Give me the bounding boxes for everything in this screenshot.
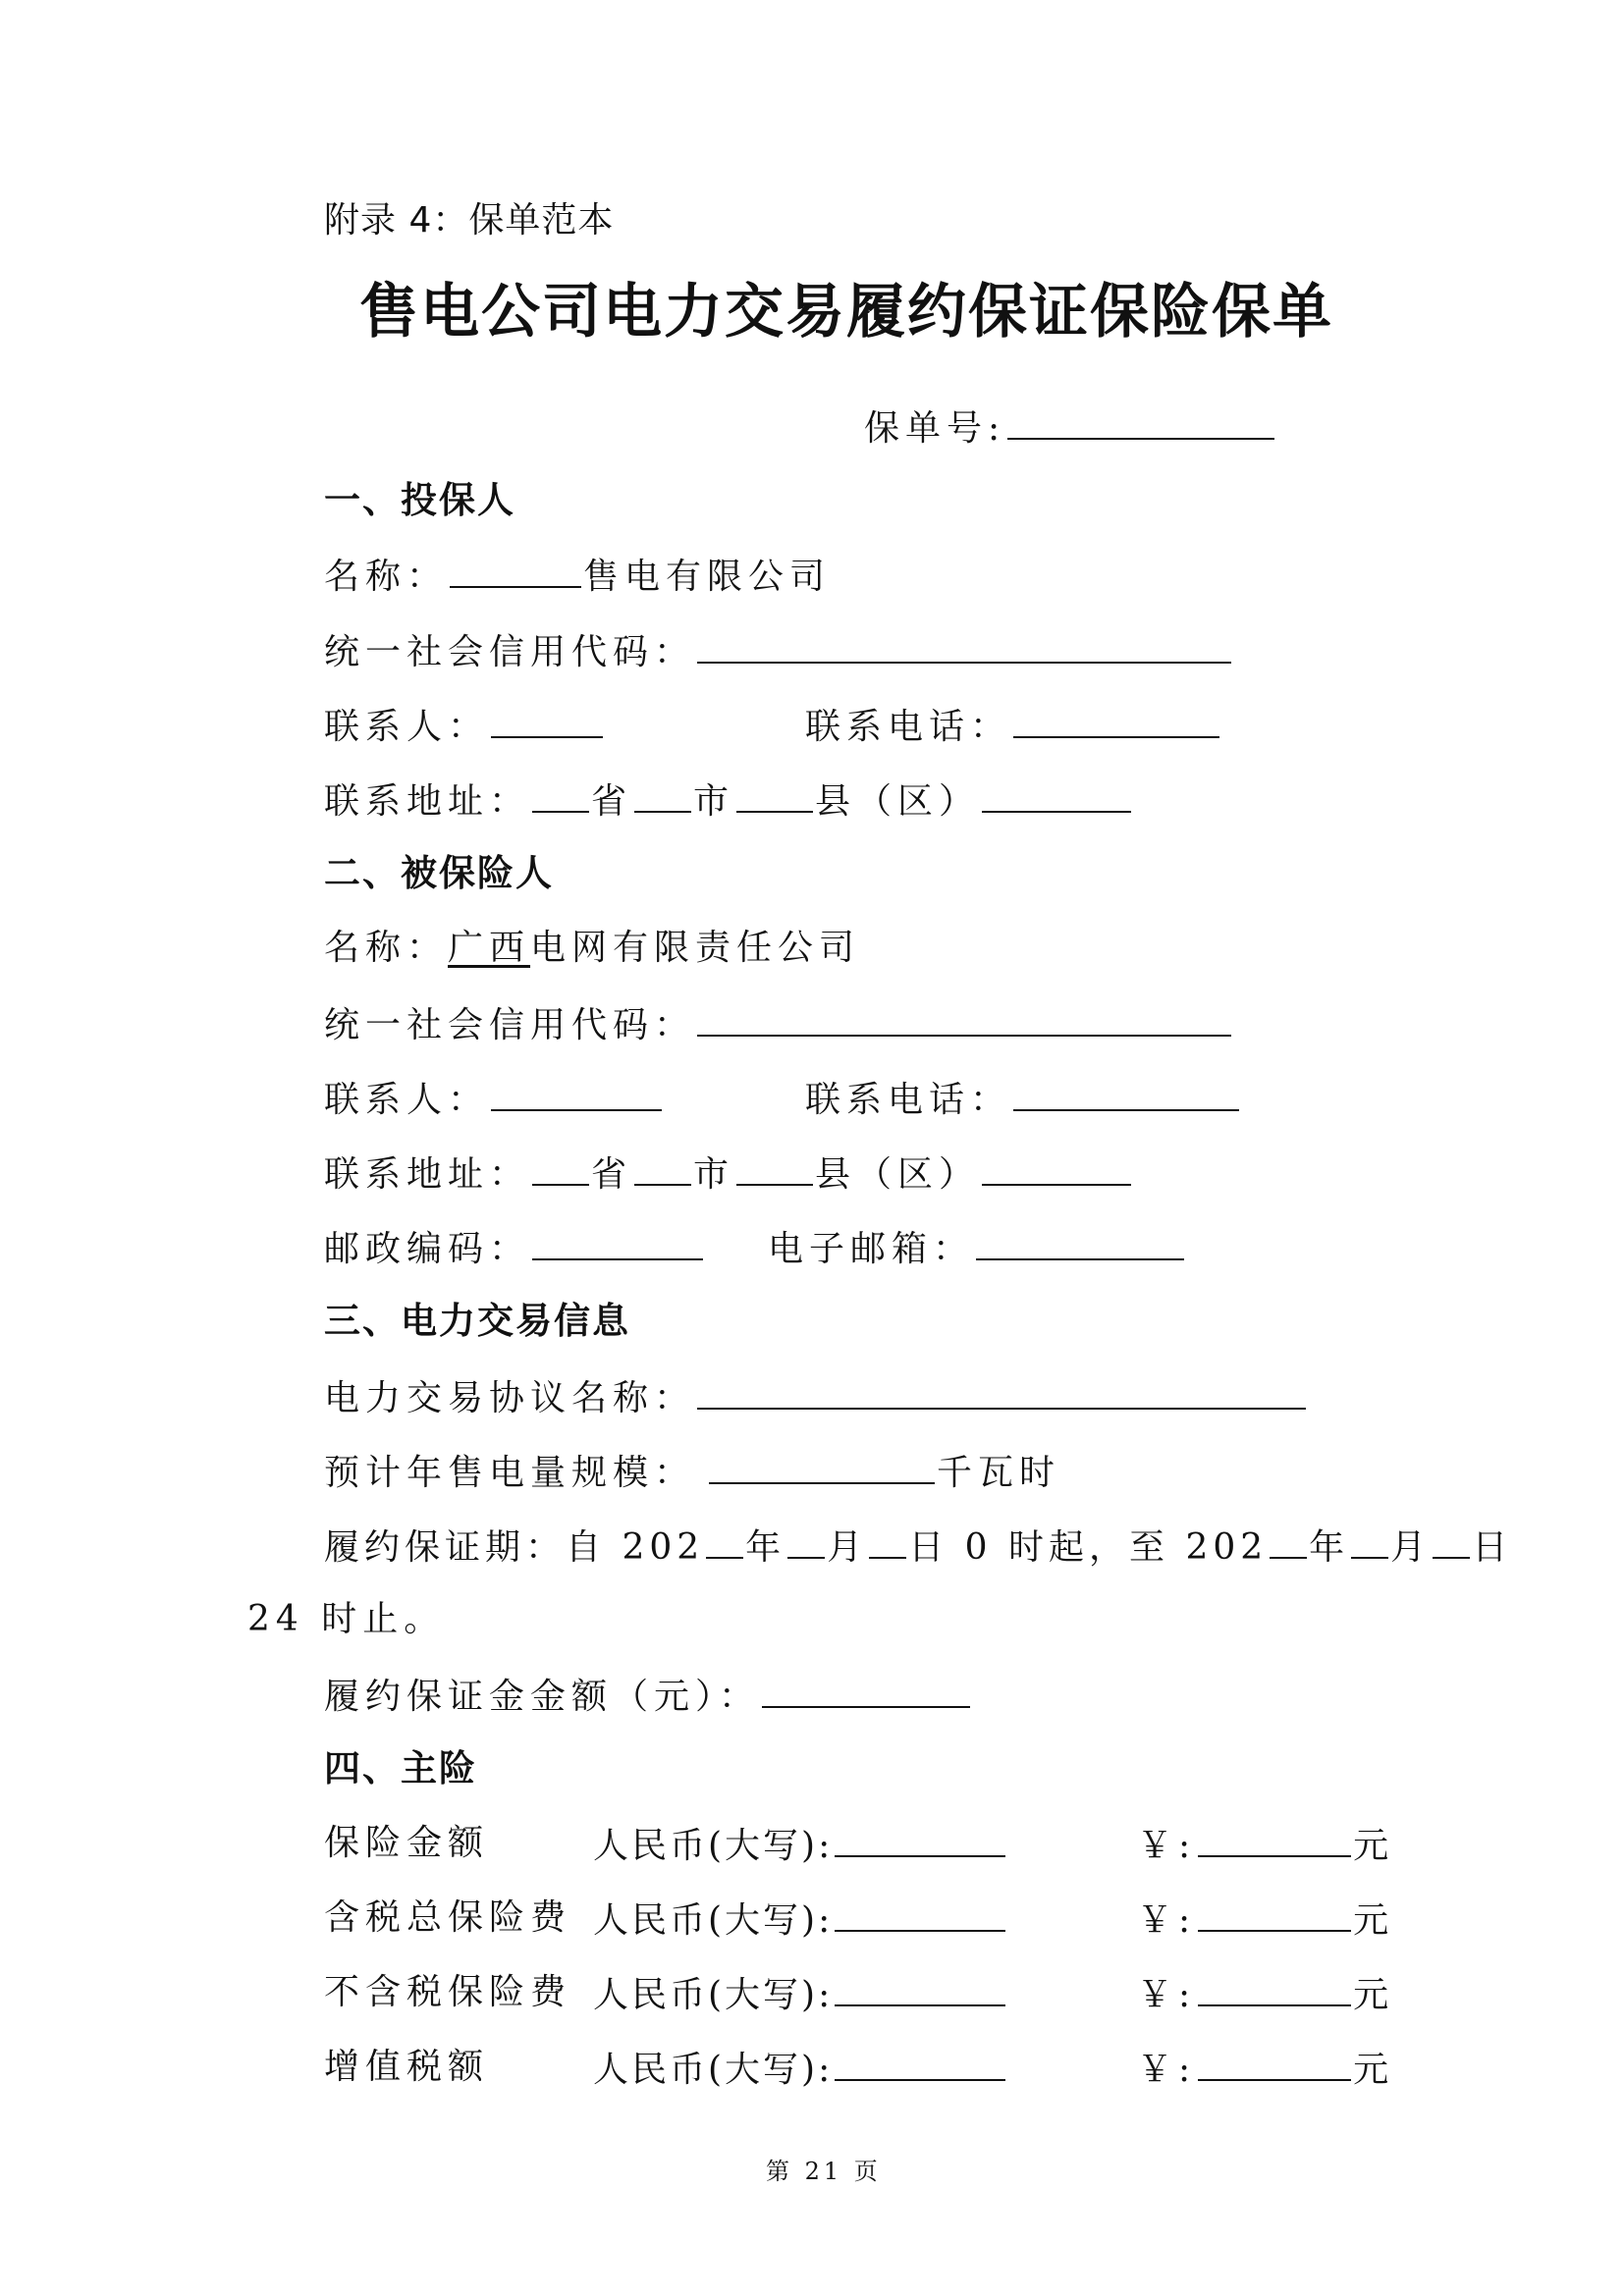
s3-month-label: 月: [827, 1527, 868, 1568]
s4-row-label: 不含税保险费: [324, 1972, 572, 2012]
s4-yen-label: ￥:: [1137, 2050, 1197, 2090]
section-1-heading: 一、投保人: [324, 479, 515, 521]
s2-name-row: [324, 927, 860, 970]
s3-agreement-row: [324, 1374, 1308, 1420]
s1-city-blank: [634, 777, 691, 813]
s1-address-label: 联系地址：: [324, 781, 531, 822]
s4-yen-blank: [1198, 1896, 1351, 1932]
appendix-label: 附录 4：保单范本: [324, 200, 615, 240]
s1-name-row: [324, 553, 831, 599]
s3-agreement-label: 电力交易协议名称：: [324, 1378, 696, 1418]
s4-yen: [1137, 2046, 1394, 2092]
s3-year-label: 年: [745, 1527, 786, 1568]
s2-county-label: 县（区）: [815, 1154, 981, 1195]
s3-period-label: 履约保证期：自 202: [324, 1527, 705, 1568]
s4-yen: [1137, 1822, 1394, 1868]
s2-name-label: 名称：: [324, 928, 449, 968]
s2-phone-label: 联系电话：: [805, 1080, 1012, 1120]
s3-start-month-blank: [787, 1523, 825, 1559]
s1-province-blank: [532, 777, 589, 813]
s2-province-blank: [532, 1150, 589, 1186]
s2-credit-label: 统一社会信用代码：: [324, 1005, 696, 1045]
s4-yen-blank: [1198, 2046, 1351, 2081]
s1-phone-label: 联系电话：: [805, 707, 1012, 747]
s4-rmb: [593, 1896, 1007, 1943]
s1-name-suffix: 售电有限公司: [583, 557, 832, 597]
s4-rmb-label: 人民币(大写):: [593, 1826, 834, 1866]
s3-day-start-label: 日 0 时起，至 202: [908, 1527, 1269, 1568]
s2-phone-row: [805, 1076, 1241, 1122]
s4-row: [324, 1896, 571, 1940]
s4-yuan-label: 元: [1353, 1826, 1395, 1866]
s3-volume-label: 预计年售电量规模：: [324, 1453, 696, 1493]
s4-yuan-label: 元: [1353, 1900, 1395, 1941]
policy-number-blank: [1007, 404, 1274, 440]
document-title: 售电公司电力交易履约保证保险保单: [359, 278, 1333, 347]
s4-rmb-blank: [835, 1971, 1005, 2006]
s2-name-underlined: 广西: [448, 928, 531, 968]
section-2-heading: 二、被保险人: [324, 852, 554, 894]
s3-deposit-row: [324, 1673, 972, 1719]
s4-rmb-blank: [835, 1822, 1005, 1857]
section-3-heading: 三、电力交易信息: [324, 1300, 630, 1342]
s2-postcode-row: [324, 1225, 705, 1271]
s3-period-tail: 24 时止。: [247, 1599, 446, 1639]
s2-credit-blank: [697, 1001, 1231, 1037]
s3-end-day-blank: [1433, 1523, 1470, 1559]
s1-contact-label: 联系人：: [324, 707, 490, 747]
s1-name-label: 名称：: [324, 557, 449, 597]
s1-phone-row: [805, 703, 1221, 749]
s4-yen: [1137, 1971, 1394, 2017]
s4-row-label: 保险金额: [324, 1823, 490, 1863]
s2-credit-row: [324, 1001, 1233, 1047]
s4-rmb-blank: [835, 2046, 1005, 2081]
s2-contact-blank: [491, 1076, 662, 1111]
s3-volume-unit: 千瓦时: [937, 1453, 1061, 1493]
s1-credit-row: [324, 628, 1233, 674]
s1-contact-row: [324, 703, 605, 749]
s3-volume-row: [324, 1449, 1060, 1495]
s1-county-label: 县（区）: [815, 781, 981, 822]
s4-rmb-label: 人民币(大写):: [593, 2050, 834, 2090]
s2-phone-blank: [1013, 1076, 1239, 1111]
s2-address-label: 联系地址：: [324, 1154, 531, 1195]
s4-yen-label: ￥:: [1137, 1900, 1197, 1941]
s4-row: [324, 1822, 489, 1865]
s3-volume-blank: [709, 1449, 935, 1484]
s1-address-detail-blank: [982, 777, 1131, 813]
s4-yuan-label: 元: [1353, 1975, 1395, 2015]
s4-row-label: 增值税额: [324, 2047, 490, 2087]
s2-province-label: 省: [591, 1154, 633, 1195]
s2-address-row: [324, 1150, 1133, 1197]
s1-address-row: [324, 777, 1133, 824]
s4-yen-blank: [1198, 1822, 1351, 1857]
s3-end-month-label: 月: [1390, 1527, 1432, 1568]
s1-contact-blank: [491, 703, 603, 738]
policy-number-row: [864, 404, 1276, 451]
s2-city-label: 市: [693, 1154, 735, 1195]
page-number: 第 21 页: [766, 2158, 882, 2185]
s3-deposit-label: 履约保证金金额（元）：: [324, 1677, 761, 1717]
s2-address-detail-blank: [982, 1150, 1131, 1186]
s2-email-blank: [976, 1225, 1184, 1260]
s2-name-rest: 电网有限责任公司: [530, 928, 861, 968]
s1-province-label: 省: [591, 781, 633, 822]
policy-number-label: 保单号:: [864, 408, 1006, 449]
s1-city-label: 市: [693, 781, 735, 822]
s2-city-blank: [634, 1150, 691, 1186]
s4-yen-label: ￥:: [1137, 1975, 1197, 2015]
s2-county-blank: [736, 1150, 813, 1186]
s4-rmb-label: 人民币(大写):: [593, 1900, 834, 1941]
s2-contact-row: [324, 1076, 664, 1122]
s3-end-month-blank: [1351, 1523, 1388, 1559]
s2-contact-label: 联系人：: [324, 1080, 490, 1120]
s4-rmb: [593, 2046, 1007, 2092]
s4-yen-blank: [1198, 1971, 1351, 2006]
s2-postcode-blank: [532, 1225, 703, 1260]
section-4-heading: 四、主险: [324, 1747, 477, 1789]
s4-rmb: [593, 1822, 1007, 1868]
s4-rmb: [593, 1971, 1007, 2017]
s3-end-year-blank: [1270, 1523, 1307, 1559]
s4-rmb-label: 人民币(大写):: [593, 1975, 834, 2015]
s3-deposit-blank: [762, 1673, 970, 1708]
s2-email-label: 电子邮箱：: [768, 1229, 975, 1269]
s2-postcode-label: 邮政编码：: [324, 1229, 531, 1269]
s4-yuan-label: 元: [1353, 2050, 1395, 2090]
s1-credit-label: 统一社会信用代码：: [324, 632, 696, 672]
s4-yen-label: ￥:: [1137, 1826, 1197, 1866]
s1-phone-blank: [1013, 703, 1219, 738]
s3-start-day-blank: [869, 1523, 906, 1559]
s4-row-label: 含税总保险费: [324, 1897, 572, 1938]
s4-yen: [1137, 1896, 1394, 1943]
s4-row: [324, 1971, 571, 2014]
s3-end-year-label: 年: [1309, 1527, 1350, 1568]
s1-county-blank: [736, 777, 813, 813]
s2-email-row: [768, 1225, 1186, 1271]
s3-agreement-blank: [697, 1374, 1306, 1410]
s4-rmb-blank: [835, 1896, 1005, 1932]
s3-start-year-blank: [706, 1523, 743, 1559]
s4-row: [324, 2046, 489, 2089]
s3-day-end-label: 日: [1472, 1527, 1513, 1568]
s3-period-row: [324, 1523, 1512, 1570]
s1-credit-blank: [697, 628, 1231, 664]
s1-name-blank: [450, 553, 581, 588]
